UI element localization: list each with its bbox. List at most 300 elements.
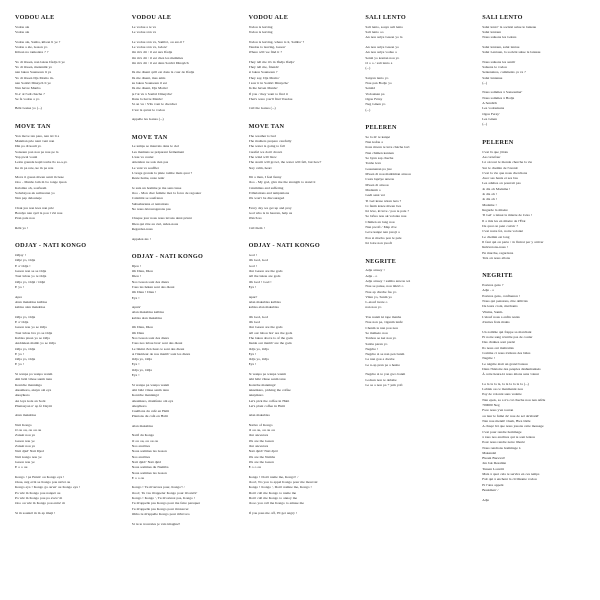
lyric-line: Nous sommes les Gason xyxy=(131,449,167,454)
lyric-line: Manman prie nant vent nan xyxy=(15,138,55,143)
lyric-line: Se fa vodou a yo xyxy=(15,96,40,101)
lyric-line: Adje - o xyxy=(365,273,378,278)
lyric-line: Si on vu / S'ils vont le chercher xyxy=(131,102,177,107)
lyric-line: Anddekan mamb yo se Odja xyxy=(15,341,56,346)
stanza xyxy=(132,144,235,181)
lyric-line: Regarde la misère xyxy=(482,208,508,212)
text-column xyxy=(358,14,475,592)
lyric-line: If you / they want to find it xyxy=(248,91,288,96)
lyric-line: Our Gason are the gods xyxy=(248,325,283,330)
lyric-line: Vilains, Sanm- xyxy=(482,309,504,314)
lyric-line: Odjay ! xyxy=(15,253,26,258)
lyric-line: Nan kafou a xyxy=(365,140,383,145)
lyric-line: Ahi bèlè vilese sanm tanu xyxy=(248,377,286,382)
lyric-line: Le vent va souffler xyxy=(131,165,159,170)
lyric-line: Tonbe leve xyxy=(365,161,381,166)
lyric-line: Chaque jour nous nous levons ainsi priant xyxy=(131,216,192,221)
stanza xyxy=(132,433,235,481)
lyric-line: E a' Odja xyxy=(15,319,29,324)
lyric-line: Nos Gason sont des dieux xyxy=(131,335,169,340)
lyric-line: Je dis oh ! xyxy=(482,197,498,202)
stanza xyxy=(249,475,352,507)
song-title: SALI LENTO xyxy=(482,14,523,21)
lyric-line: Vaudou is leaving, Gason' xyxy=(248,44,286,49)
stanza xyxy=(482,498,585,503)
lyric-line: Eya ! xyxy=(248,362,257,367)
lyric-line: E o o ou xyxy=(248,465,261,470)
lyric-line: That's were you'll find Voudou xyxy=(248,96,293,101)
lyric-line: Kote mwen te leve chèche lavi xyxy=(365,145,410,150)
lyric-line: Jan Jak Desalinn xyxy=(482,461,507,466)
song-title: VODOU ALE xyxy=(248,14,289,21)
lyric-line: Reste home, reste tenir xyxy=(131,176,165,181)
lyric-line: All the lakou are gods xyxy=(248,274,281,279)
lyric-line: Djeu ! xyxy=(131,263,141,268)
lyric-line: Mwen di nou manbiman anwou xyxy=(365,171,411,176)
lyric-line: Osou, nèg evlè se Kongo pou nèt'et ou xyxy=(15,480,71,485)
lyric-line: Eya ! xyxy=(248,351,257,356)
lyric-line: C'est la vie que nous cherchons xyxy=(482,170,528,175)
lyric-line: L'eau va couler xyxy=(131,154,154,159)
song-title: PELEREN xyxy=(365,124,397,131)
song-block xyxy=(15,242,118,520)
lyric-line: Yap pwal voulè xyxy=(15,154,38,159)
lyric-line: On m'a dit : il est aux Ifadja xyxy=(131,50,173,55)
stanza xyxy=(249,134,352,171)
lyric-line: Nou pan Bodjo yo xyxy=(365,80,392,85)
lyric-line: Les adultes on pourrait pas xyxy=(482,181,521,186)
lyric-line: Watch us xyxy=(248,216,262,221)
lyric-line: Si m sountèl m m ap imaji ! xyxy=(15,510,56,515)
stanza xyxy=(132,117,235,122)
lyric-line: Senlè yo kontan nou yo xyxy=(365,55,400,60)
lyric-line: The lakou above is of the gods xyxy=(248,335,293,340)
lyric-line: Native of Kongo xyxy=(248,422,273,427)
song-block xyxy=(482,272,585,507)
lyric-line: Ahi bèlè vilese sanm tanu xyxy=(131,387,169,392)
stanza xyxy=(132,70,235,113)
lyric-line: Ne nous découragerons pas xyxy=(131,206,171,211)
lyric-line: Nous sommes les Gason xyxy=(131,470,167,475)
lyric-line: Le vodou s'en va, Gdote' xyxy=(131,44,168,49)
lyric-line: Move ti gason mwen santi m bese xyxy=(15,175,64,179)
lyric-line: Face nous y'en touran xyxy=(482,408,514,413)
lyric-line: A l'intérieur de nos mamb' sont les dieux xyxy=(131,351,191,356)
song-block xyxy=(365,14,468,117)
lyric-line: (...) xyxy=(365,107,371,112)
lyric-line: Nos ancêtres xyxy=(131,454,150,459)
text-column xyxy=(475,14,592,592)
lyric-line: Ooo - Mon cher femme moi la force de ragouter xyxy=(131,190,202,195)
song-title: ODJAY - NATI KONGO xyxy=(15,242,87,250)
lyric-line: Our ancestors xyxy=(248,444,269,449)
lyric-line: Après' xyxy=(131,305,141,310)
lyric-line: Alan makabisa kalbisa xyxy=(15,299,48,304)
lyric-line: Se la m' te kanpè xyxy=(365,134,390,139)
lyric-line: je l'ai vu à Sonbri Dinayche' xyxy=(131,91,173,96)
lyric-line: The wind will blow xyxy=(248,154,277,159)
stanza xyxy=(132,216,235,232)
lyric-line: Alan makabisa xyxy=(15,413,37,418)
lyric-line: Le sa a non pa + jem yofi xyxy=(365,382,403,387)
lyric-line: Pour nous rendre notre liberté xyxy=(482,440,525,445)
lyric-line: Nous rendrons hommage à xyxy=(482,445,521,450)
lyric-line: Akayikaro xyxy=(248,393,264,398)
lyric-line: Kalomte oh, soufwam xyxy=(15,185,47,190)
lyric-line: They tell me, friends' xyxy=(248,65,279,69)
lyric-line: They tell me it's in Ifadja Ifadja' xyxy=(248,59,295,64)
lyric-line: Every day we get up and pray xyxy=(248,205,292,210)
lyric-line: Adje xyxy=(482,497,489,502)
stanza xyxy=(365,268,468,311)
lyric-line: Nos Gason sont des dieux xyxy=(131,279,169,284)
lyric-line: Tu m'appelle pas Kongo pour m'exercer xyxy=(131,506,189,511)
lyric-line: Vodouisan pa xyxy=(365,91,385,96)
lyric-line: Yon move tan pare, nan tèt li a xyxy=(15,133,60,138)
lyric-line: Kongo eya ! Kongo ga ou'en' ou Kongo eya ! xyxy=(15,485,81,490)
lyric-line: Dans la havre Manbo' xyxy=(131,96,164,101)
lyric-line: (...) xyxy=(482,122,488,127)
stanza xyxy=(15,206,118,222)
stanza xyxy=(249,106,352,111)
lyric-line: Mais à quoi cela te servira en ces temps xyxy=(482,472,540,477)
stanza xyxy=(15,413,118,418)
lyric-line: Kongo ! Tu m'ouvres pour, Kongo'! / xyxy=(131,485,185,490)
lyric-line: au lakou Sounsoun il est xyxy=(131,80,167,85)
stanza xyxy=(15,372,118,409)
lyric-line: Our Gason are the gods xyxy=(248,269,283,274)
lyric-line: Odja yo, Odja xyxy=(248,357,269,362)
lyric-line: Sur le chemin de l'avenir xyxy=(482,165,518,170)
stanza xyxy=(249,253,352,290)
lyric-line: An nou salye voduo a xyxy=(365,50,397,55)
lyric-line: Nati djèd'/ Nati djèd xyxy=(131,460,161,464)
lyric-line: Ki leve, ki leve / pou te pale ? xyxy=(365,209,409,214)
lyric-line: Subsahariens et tentations xyxy=(131,201,169,206)
lyric-line: Sali lento oo xyxy=(365,30,384,35)
lyric-line: Nous saluons les Gdons xyxy=(482,35,517,40)
lyric-line: Odja yo, Odja xyxy=(15,346,36,351)
lyric-line: C'est notre foi, notre volonté xyxy=(482,229,523,234)
lyric-line: O ou ou, ou ou ou xyxy=(131,438,159,443)
lyric-line: O ou ou, ou ou ou xyxy=(15,428,42,433)
stanza xyxy=(15,134,118,171)
song-title: ODJAY - NATI KONGO xyxy=(248,242,320,250)
stanza xyxy=(132,25,235,36)
lyric-line: Attention ne sois rien pas xyxy=(131,160,169,165)
lyric-line: We are the Namba xyxy=(248,454,276,459)
stanza xyxy=(482,25,585,41)
lyric-line: We are the Gason xyxy=(248,438,274,443)
lyric-line: Odja yo, Odja xyxy=(15,357,36,362)
lyric-line: Salut lentoun, salut lentou xyxy=(482,44,520,49)
lyric-line: We won't be discouraged xyxy=(248,196,285,201)
lyric-line: De quoi on peut convir ? xyxy=(482,223,518,228)
lyric-line: Don't call me Kongo to name me xyxy=(248,490,297,495)
lyric-line: Kontche manninga xyxy=(15,382,42,387)
lyric-line: Lablak ou ce manmanni nou xyxy=(482,387,523,392)
lyric-line: Ti Gel krase nòtan leza ? xyxy=(365,198,402,203)
stanza xyxy=(15,226,118,231)
song-title: MOVE TAN xyxy=(131,133,168,141)
lyric-line: Tonbou se ket nou yo xyxy=(365,336,397,341)
lyric-line: Tous les hèkan sont des dieux xyxy=(131,285,175,289)
lyric-line: Lodsan non te debabe xyxy=(365,377,397,382)
lyric-line: Kilson na rankontre ? ? xyxy=(15,50,49,55)
lyric-line: Nati kongo nou ye xyxy=(15,454,42,459)
lyric-line: Sonsoun pon nou pa nou pe la xyxy=(15,149,59,154)
stanza xyxy=(249,511,352,516)
lyric-line: Vodou a ale, Gason yo xyxy=(15,44,48,49)
lyric-line: Senlèd xyxy=(365,86,375,91)
lyric-line: Akayikaro xyxy=(15,393,30,398)
stanza xyxy=(482,90,585,127)
lyric-line: Nous qui pensions, être délivrés xyxy=(482,299,528,303)
lyric-line: De leurs croix, méchants xyxy=(482,304,518,309)
stanza xyxy=(15,315,118,368)
lyric-line: Nan epok, sa a n'a cal cheche nou nan Afrik xyxy=(482,397,546,402)
lyric-line: Pou si macho pon le pale xyxy=(365,235,402,240)
lyric-line: Nati djèd'/ Nati djèd xyxy=(248,449,278,454)
lyric-line: Madanm o xyxy=(365,187,381,192)
lyric-line: An nou salye Gason yo la xyxy=(365,35,403,40)
stanza xyxy=(15,175,118,202)
song-title: SALI LENTO xyxy=(365,14,406,21)
lyric-line: Akazikaro, akayn olè eya xyxy=(15,387,52,392)
stanza xyxy=(132,305,235,321)
lyric-line: Le n-ap pran pa a hesite xyxy=(365,362,400,367)
stanza xyxy=(15,106,118,111)
lyric-line: E ya ! xyxy=(15,285,24,289)
lyric-line: Vilen yo, Sanm yo xyxy=(365,294,393,299)
stanza xyxy=(365,45,468,72)
stanza xyxy=(249,60,352,103)
lyric-line: Negrite si te yon gwo banm xyxy=(365,372,406,377)
lyric-line: nan Sonbri Dinaych li ye xyxy=(15,80,51,85)
lyric-line: L-etouf twete o xyxy=(365,300,388,305)
lyric-line: Tu m'appelle pas Kongo pour me faire paraquer xyxy=(131,501,201,506)
lyric-line: Ke m pa rete, ke m pa rete xyxy=(15,165,54,170)
stanza xyxy=(15,60,118,103)
song-title: PELEREN xyxy=(482,138,514,146)
lyric-line: Là où tout le monde cherche la vie xyxy=(482,160,533,165)
lyric-line: Pauvres gens ? xyxy=(482,283,504,288)
stanza xyxy=(365,135,468,247)
lyric-line: Saluons le vodou xyxy=(482,65,507,69)
lyric-line: L'orage gronde la pluie tombe mais quoi ? xyxy=(131,170,193,175)
lyric-line: Sanyan lento yo xyxy=(365,75,389,80)
song-title: VODOU ALE xyxy=(131,14,172,21)
lyric-line: Tout labou bra yo se Odja xyxy=(15,330,53,335)
lyric-line: Ooo ou wlè m Kongo pou entre' m xyxy=(15,501,65,506)
lyric-line: Let's plant coffee in Haiti xyxy=(248,403,285,408)
lyric-line: Comme ci nous n'étions des bêtes xyxy=(482,351,531,355)
lyric-line: Alan makabisa xyxy=(131,423,153,428)
song-title: MOVE TAN xyxy=(248,122,285,130)
lyric-line: Apart' xyxy=(248,294,258,299)
lyric-line: I saw it in Sonbri Dinayche' xyxy=(248,80,289,85)
lyric-line: at lakou Sounsoun ? xyxy=(248,70,278,75)
text-column xyxy=(8,14,125,592)
lyric-line: The storm will growl, the water will fall, but how? xyxy=(248,160,322,165)
lyric-line: Chimen an long nou xyxy=(365,219,395,224)
lyric-line: Tussen Louvèti xyxy=(482,466,504,471)
song-block xyxy=(365,124,468,251)
lyric-line: Leve kanpè nan pwoji a xyxy=(365,230,400,235)
lyric-line: Pauvres gens, confluence ! xyxy=(482,293,521,298)
lyric-line: Bwani Buceval! xyxy=(482,456,506,461)
stanza xyxy=(365,315,468,368)
lyric-line: Eya ! xyxy=(131,373,140,378)
lyric-line: L'étouf nous a enfin restés xyxy=(482,314,520,319)
lyric-line: Lwès lapriye anwou xyxy=(365,177,395,182)
lyric-line: Negrite ! xyxy=(482,356,495,361)
lyric-line: Le vodou s'en va, Samba', ou est-il ? xyxy=(131,39,185,44)
lyric-line: Dieu ! xyxy=(131,274,141,279)
lyric-line: Call them ! xyxy=(248,225,265,230)
lyric-line: Ki lotre non pwofi xyxy=(365,241,392,245)
stanza xyxy=(132,186,235,213)
lyric-line: An nou salye Gason yo xyxy=(365,44,399,49)
lyric-line: Nous sommes à Bodja xyxy=(482,95,515,100)
lyric-line: On m'a dit : il est chez les memmes xyxy=(131,55,184,60)
lyric-line: Au carrefour xyxy=(482,154,501,159)
lyric-line: Pa wlè m Kongo pou nanpèt ou xyxy=(15,490,61,495)
lyric-line: Ooo - My god, give me the strength to stand it xyxy=(248,180,316,185)
lyric-line: Ils me disent, mes amis xyxy=(131,75,166,80)
lyric-line: Pa wlè m Kongo pou pa eve'e' m xyxy=(15,496,63,501)
lyric-line: Natif du Kongo xyxy=(131,433,155,438)
stanza xyxy=(15,475,118,507)
lyric-line: nan nou yo xyxy=(365,305,382,310)
text-column xyxy=(125,14,242,592)
lyric-line: O ou ou, ou ou ou xyxy=(248,428,275,433)
lyric-line: Nous sommes à Sonsoumer' xyxy=(482,90,523,95)
lyric-line: Our ancestors xyxy=(248,433,269,438)
lyric-line: Nan havre Manbo xyxy=(15,86,41,91)
song-block xyxy=(249,14,352,116)
lyric-line: Oh Dieu, Dieu xyxy=(131,325,153,330)
lyric-line: Careful we don't drown xyxy=(248,149,283,154)
lyric-line: They say, Dja Momo' xyxy=(248,75,280,80)
lyric-line: (...) xyxy=(365,66,371,71)
lyric-line: Bèlè Gansa yo (...) xyxy=(15,106,42,111)
stanza xyxy=(482,382,585,494)
stanza xyxy=(15,253,118,290)
song-title: NEGRITE xyxy=(482,272,513,280)
lyric-line: In the haven Manbo' xyxy=(248,86,278,91)
lyric-line: kabisa alan makabisa xyxy=(15,305,46,310)
stanza xyxy=(249,315,352,368)
lyric-line: Nati Kongo xyxy=(15,422,32,427)
lyric-line: Le chemin est long xyxy=(482,234,510,239)
lyric-line: Zansèt nou ye xyxy=(15,433,36,438)
lyric-line: Un zombie qui frappe sa marchant xyxy=(482,329,532,334)
stanza xyxy=(249,25,352,36)
lyric-line: Des chaînes sont pardé xyxy=(482,340,515,345)
lyric-line: We are the Gason xyxy=(248,460,274,464)
lyric-line: Pay de volonté sans vedette xyxy=(482,392,522,397)
lyric-line: Pran pale nou xyxy=(15,216,35,221)
lyric-line: Ils me disent, Dja Momo' xyxy=(131,86,169,91)
lyric-line: On m'a dit : il est dans Sonbri Dinayich xyxy=(131,60,189,65)
lyric-line: À cette heure-là nous étions sans valeur xyxy=(482,372,539,377)
stanza xyxy=(249,226,352,231)
lyric-line: Salut lentoun xyxy=(482,30,501,35)
lyric-line: Je dis oh Madame ! xyxy=(482,186,511,191)
lyric-line: Ils me disent qu'il est dans la cour de Ifadja xyxy=(131,70,195,75)
lyric-line: Odja yo, Odjè / Odjè xyxy=(15,279,46,284)
stanza xyxy=(482,45,585,56)
lyric-line: Gason nou ye xyxy=(15,460,35,464)
stanza xyxy=(132,40,235,67)
lyric-line: Li fanm kraze mwen lwe xyxy=(365,203,402,208)
stanza xyxy=(15,40,118,56)
lyric-line: Inside our mamb' are the gods xyxy=(248,341,292,346)
lyric-line: A Sendich xyxy=(482,101,497,106)
lyric-line: Ils nous ont maltraités xyxy=(482,345,514,350)
lyric-line: Stay calm, heart xyxy=(248,165,272,170)
lyric-line: Je suis un homme je me sens lasse xyxy=(131,185,182,190)
lyric-line: Odja yo, Odja xyxy=(131,357,152,362)
lyric-line: Odja yo, Odja xyxy=(248,346,269,351)
stanza xyxy=(249,372,352,409)
lyric-line: Oh Dieu ! Dieu ! xyxy=(131,290,157,295)
lyric-line: Odja yo, Odja xyxy=(131,367,152,372)
lyric-line: Yo di mwen, nan lakou Ifadja li ye xyxy=(15,59,65,64)
lyric-line: All our labou bra' are the gods xyxy=(248,330,293,335)
lyric-line: Madame ! xyxy=(482,202,497,207)
song-block xyxy=(132,134,235,247)
lyric-line: Vodou is leaving, where is it, Samba' ? xyxy=(248,39,305,44)
lyric-line: Se lafwa nou ak volonte nou xyxy=(365,214,407,219)
stanza xyxy=(15,511,118,516)
lyric-line: Dans l'histoire des peuples déshumanisés xyxy=(482,366,541,371)
lyric-line: Gouanenan pa jwe xyxy=(365,166,392,171)
lyric-line: Call the Gansa (...) xyxy=(248,106,276,111)
lyric-line: Oh God, God xyxy=(248,258,268,263)
lyric-line: Appelle les Gansa (...) xyxy=(131,117,164,121)
lyric-line: God ! xyxy=(248,253,257,258)
lyric-line: C'est pour rendre hommage xyxy=(482,429,522,434)
song-title: ODJAY - NATI KONGO xyxy=(131,253,204,260)
lyric-line: Mwen di anwou xyxy=(365,182,389,187)
lyric-line: Ogou Feray' xyxy=(482,111,500,116)
lyric-line: Adje - o xyxy=(482,288,495,293)
stanza xyxy=(249,295,352,311)
lyric-line: Les vodouisans xyxy=(482,106,505,111)
lyric-line: Kontche manninga' xyxy=(248,382,276,387)
stanza xyxy=(249,206,352,222)
lyric-line: Si wanpa pa wanpa wanm xyxy=(15,371,53,376)
lyric-line: Apre xyxy=(15,294,22,299)
lyric-line: Les Ginen xyxy=(482,117,497,121)
lyric-line: The mothers prepare carefully xyxy=(248,138,292,143)
lyric-line: Kongo ! Kongo ', Don't namne me, Kongo ! xyxy=(248,485,312,490)
lyric-line: Sentenaires, comments ça va ? xyxy=(482,70,526,75)
stanza xyxy=(15,423,118,471)
lyric-line: (...) xyxy=(482,80,488,85)
lyric-line: Si wanpa pa wanpa wanm xyxy=(131,382,170,387)
lyric-line: Kontche manninga' xyxy=(131,393,160,398)
lyric-line: Salut lantenue xyxy=(482,75,503,80)
text-column xyxy=(242,14,359,592)
lyric-line: Yo di mwen Dja Momo m- xyxy=(15,75,54,80)
lyric-line: Eya ! xyxy=(248,285,257,289)
lyric-line: Negrite si se nan pen banm xyxy=(365,352,405,357)
lyric-line: Nati djèd' Nati Djed xyxy=(15,449,44,454)
lyric-line: Kongo ! Don't name me, Kongo'! / xyxy=(248,474,299,479)
